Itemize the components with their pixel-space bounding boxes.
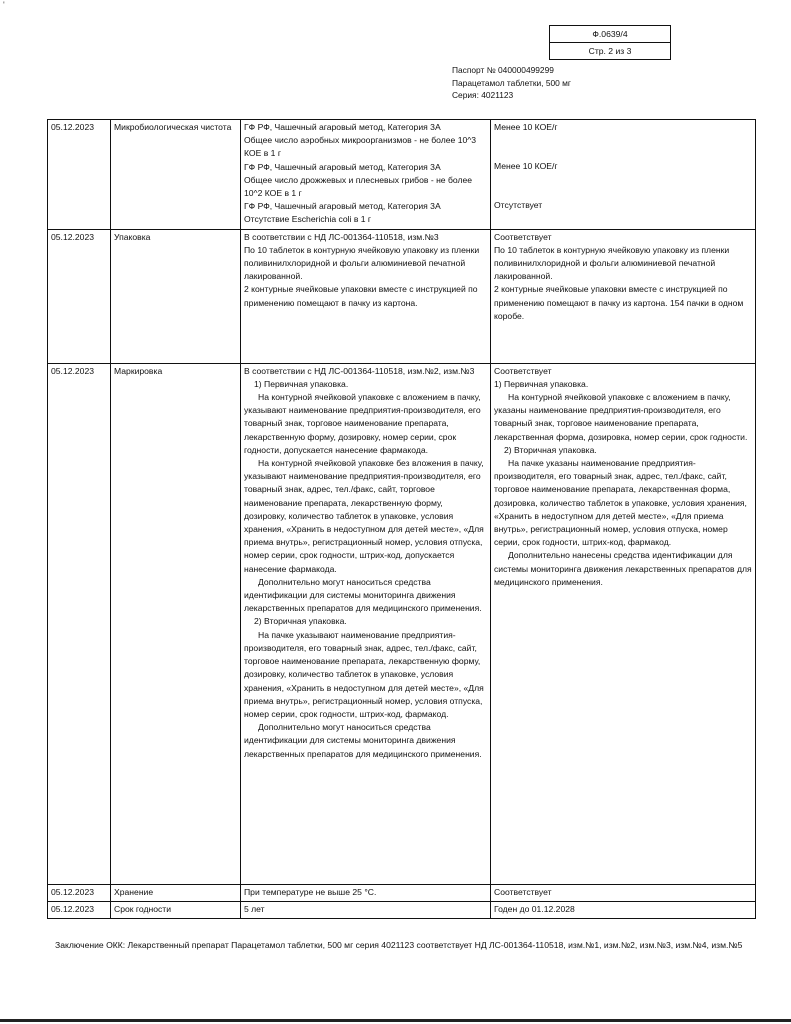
result-line: Годен до 01.12.2028 <box>494 903 575 914</box>
requirement-line: Отсутствие Escherichia coli в 1 г <box>244 214 372 225</box>
row-requirement <box>241 884 491 901</box>
requirement-line: На контурной ячейковой упаковке без вложения в пачку, указывают наименование предприятия-производителя, его товарный знак, адрес, тел./факс, сайт, торговое наименование препарата, лекарственную форму, дозировку, количество таблеток в упаковке, условия хранения, «Хранить в недоступном для детей месте», «Для приема внутрь», регистрационный номер, условия отпуска, номер серии, срок годности, штрих-код, допускается нанесение фармакода. <box>244 458 484 574</box>
row-date: 05.12.2023 <box>48 229 111 363</box>
row-indicator: Маркировка <box>111 363 241 884</box>
requirement-line: По 10 таблеток в контурную ячейковую упаковку из пленки поливинилхлоридной и фольги алюминиевой печатной лакированной. <box>244 244 480 282</box>
table-row <box>48 229 756 363</box>
row-result <box>491 229 756 363</box>
row-requirement <box>241 363 491 884</box>
requirement-line: ГФ РФ, Чашечный агаровый метод, Категория 3А <box>244 161 441 172</box>
result-line: Соответствует <box>494 886 552 897</box>
row-indicator: Микробиологическая чистота <box>111 120 241 230</box>
passport-number: Паспорт № 040000499299 <box>452 65 554 75</box>
result-line: 2) Вторичная упаковка. <box>504 444 597 455</box>
row-requirement <box>241 229 491 363</box>
result-line: Дополнительно нанесены средства идентификации для системы мониторинга движения лекарственных препаратов для медицинского применения. <box>494 550 752 587</box>
requirement-line: Общее число аэробных микроорганизмов - не более 10^3 КОЕ в 1 г <box>244 135 477 159</box>
result-line: Отсутствует <box>494 200 543 211</box>
result-line: 1) Первичная упаковка. <box>494 378 589 389</box>
requirement-line: 2) Вторичная упаковка. <box>254 616 347 627</box>
requirement-line: 2 контурные ячейковые упаковки вместе с инструкцией по применению помещают в пачку из картона. <box>244 284 478 308</box>
row-result <box>491 901 756 918</box>
result-line: Менее 10 КОЕ/г <box>494 122 558 132</box>
row-date: 05.12.2023 <box>48 901 111 918</box>
requirement-line: Дополнительно могут наноситься средства идентификации для системы мониторинга движения лекарственных препаратов для медицинского применения. <box>244 722 482 759</box>
result-line: Соответствует <box>494 365 552 376</box>
requirement-line: В соответствии с НД ЛС-001364-110518, изм.№3 <box>244 231 439 242</box>
test-results-table <box>47 119 756 919</box>
row-result <box>491 120 756 230</box>
row-requirement <box>241 120 491 230</box>
table-row <box>48 120 756 230</box>
form-code-box <box>549 25 671 60</box>
form-code: Ф.0639/4 <box>592 29 628 39</box>
requirement-line: Дополнительно могут наноситься средства идентификации для системы мониторинга движения лекарственных препаратов для медицинского применения. <box>244 576 482 614</box>
result-line: На пачке указаны наименование предприятия-производителя, его товарный знак, адрес, тел./факс, сайт, торговое наименование препарата, лекарственная форма, дозировка, количество таблеток в упаковке, условия хранения, «Хранить в недоступном для детей месте», «Для приема внутрь», регистрационный номер, условия отпуска, номер серии, срок годности, штрих-код, фармакод. <box>494 458 747 548</box>
row-result <box>491 363 756 884</box>
row-indicator: Срок годности <box>111 901 241 918</box>
scan-bottom-edge <box>0 1019 791 1022</box>
requirement-line: ГФ РФ, Чашечный агаровый метод, Категория 3А <box>244 122 441 132</box>
result-line: На контурной ячейковой упаковке с вложением в пачку, указаны наименование предприятия-производителя, его товарный знак, торговое наименование препарата, лекарственная форма, дозировка, номер серии, срок годности. <box>494 392 748 442</box>
row-requirement <box>241 901 491 918</box>
series-number: Серия: 4021123 <box>452 90 514 101</box>
table-row <box>48 884 756 901</box>
row-indicator: Упаковка <box>111 229 241 363</box>
result-line: Соответствует <box>494 231 552 242</box>
product-name: Парацетамол таблетки, 500 мг <box>452 77 571 88</box>
row-date: 05.12.2023 <box>48 363 111 884</box>
requirement-line: 5 лет <box>244 903 265 914</box>
requirement-line: ГФ РФ, Чашечный агаровый метод, Категория 3А <box>244 201 441 212</box>
scan-corner-mark: ' <box>3 0 5 10</box>
row-indicator: Хранение <box>111 884 241 901</box>
row-result <box>491 884 756 901</box>
row-date: 05.12.2023 <box>48 884 111 901</box>
requirement-line: При температуре не выше 25 °С. <box>244 886 377 897</box>
requirement-line: Общее число дрожжевых и плесневых грибов - не более 10^2 КОЕ в 1 г <box>244 174 473 199</box>
page-number: Стр. 2 из 3 <box>550 42 670 59</box>
table-row <box>48 901 756 918</box>
requirement-line: В соответствии с НД ЛС-001364-110518, изм.№2, изм.№3 <box>244 365 475 376</box>
table-row <box>48 363 756 884</box>
result-line: По 10 таблеток в контурную ячейковую упаковку из пленки поливинилхлоридной и фольги алюминиевой печатной лакированной. <box>494 244 730 282</box>
requirement-line: На пачке указывают наименование предприятия-производителя, его товарный знак, адрес, тел./факс, сайт, торговое наименование препарата, лекарственную форму, дозировку, количество таблеток в упаковке, условия хранения, «Хранить в недоступном для детей месте», «Для приема внутрь», регистрационный номер, условия отпуска, номер серии, срок годности, штрих-код, фармакод. <box>244 629 484 719</box>
requirement-line: На контурной ячейковой упаковке с вложением в пачку, указывают наименование предприятия-производителя, его товарный знак, торговое наименование препарата, лекарственную форму, дозировку, номер серии, срок годности, допускается нанесение фармакода. <box>244 392 481 455</box>
result-line: 2 контурные ячейковые упаковки вместе с инструкцией по применению помещают в пачку из картона. 154 пачки в одном коробе. <box>494 284 744 321</box>
qc-conclusion: Заключение ОКК: Лекарственный препарат Парацетамол таблетки, 500 мг серия 4021123 соответствует НД ЛС-001364-110518, изм.№1, изм.№2, изм.№3, изм.№4, изм.№5 <box>55 940 743 950</box>
requirement-line: 1) Первичная упаковка. <box>254 378 349 389</box>
result-line: Менее 10 КОЕ/г <box>494 161 558 172</box>
row-date: 05.12.2023 <box>48 120 111 230</box>
document-header <box>452 64 571 102</box>
